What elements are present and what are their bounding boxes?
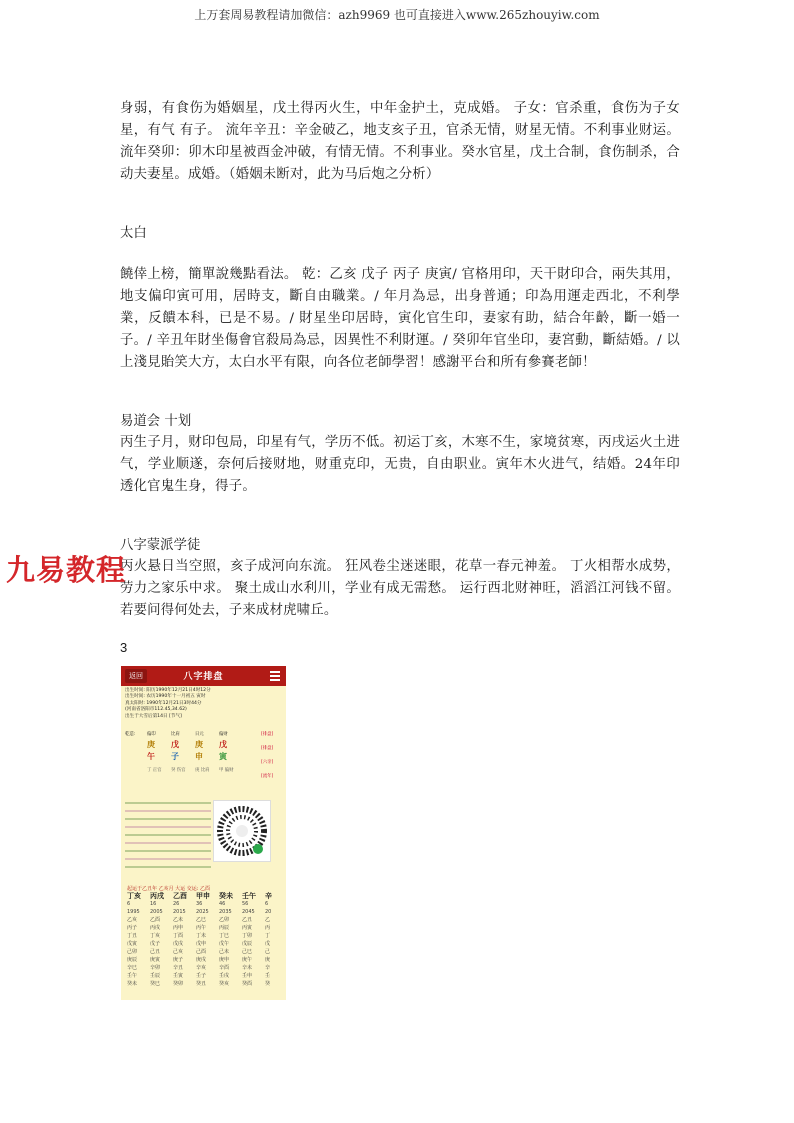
- dayun-cell: 壬子: [196, 973, 207, 979]
- dayun-cell: 壬午: [127, 973, 138, 979]
- dayun-cell: 2045: [242, 909, 255, 915]
- dayun-cell: 癸未: [219, 892, 233, 900]
- dayun-cell: 20: [265, 909, 272, 915]
- qr-code: [213, 800, 271, 862]
- dayun-cell: 乙巳: [196, 917, 207, 923]
- dayun-cell: 丙戌: [150, 892, 164, 900]
- section2-title: 太白: [120, 226, 147, 241]
- dayun-row: [127, 900, 286, 908]
- dayun-cell: 辛未: [242, 965, 253, 971]
- pillar-canggan: 庚 比肩: [195, 768, 210, 773]
- detail-row: [125, 858, 211, 860]
- dayun-cell: 壬辰: [150, 973, 161, 979]
- dayun-cell: 2035: [219, 909, 232, 915]
- dayun-cell: 癸: [265, 981, 271, 987]
- pillar-canggan: 甲 偏财: [219, 768, 234, 773]
- dayun-cell: 戊辰: [242, 941, 253, 947]
- dayun-row: [127, 964, 286, 972]
- dayun-cell: 丁丑: [127, 933, 138, 939]
- pillar-canggan: 癸 伤官: [171, 768, 186, 773]
- dayun-cell: 己酉: [196, 949, 207, 955]
- dayun-cell: 丁酉: [173, 933, 184, 939]
- figure-number: 3: [120, 640, 128, 655]
- dayun-cell: 庚子: [173, 957, 184, 963]
- dayun-cell: 癸丑: [196, 981, 207, 987]
- dayun-cell: 乙卯: [219, 917, 230, 923]
- dayun-cell: 辛酉: [219, 965, 230, 971]
- app-title: 八字排盘: [183, 672, 224, 682]
- dayun-cell: 辛丑: [173, 965, 184, 971]
- dayun-cell: 己未: [219, 949, 230, 955]
- dayun-cell: 丙申: [173, 925, 184, 931]
- dayun-cell: 戊: [265, 941, 271, 947]
- dayun-row: [127, 892, 286, 900]
- dayun-cell: 庚: [265, 957, 271, 963]
- dayun-cell: 乙酉: [150, 917, 161, 923]
- dayun-cell: 癸卯: [173, 981, 184, 987]
- section4-title: 八字蒙派学徒: [120, 538, 201, 553]
- pillar-tiangan: 庚: [147, 740, 155, 749]
- dayun-cell: 壬申: [242, 973, 253, 979]
- dayun-cell: 6: [127, 901, 131, 907]
- birth-info-line: 出生时间: 阳历1990年12月21日4时12分: [125, 688, 211, 693]
- pillar-dizhi: 午: [147, 752, 155, 761]
- dayun-cell: 2015: [173, 909, 186, 915]
- dayun-cell: 乙丑: [242, 917, 253, 923]
- pillar-tiangan: 庚: [195, 740, 203, 749]
- dayun-cell: 戊子: [150, 941, 161, 947]
- pillar-shishen: 日元: [195, 732, 204, 737]
- dayun-cell: 丁亥: [150, 933, 161, 939]
- menu-icon[interactable]: [270, 671, 280, 681]
- page-header: 上万套周易教程请加微信：azh9969 也可直接进入www.265zhouyiw.com: [194, 8, 600, 22]
- dayun-row: [127, 980, 286, 988]
- dayun-row: [127, 956, 286, 964]
- dayun-cell: 庚辰: [127, 957, 138, 963]
- dayun-cell: 壬寅: [173, 973, 184, 979]
- dayun-note: 起运于乙丑年 乙亥月 大运 交运: 乙酉: [127, 886, 211, 892]
- dayun-cell: 6: [265, 901, 269, 907]
- dayun-cell: 1995: [127, 909, 140, 915]
- dayun-cell: 己亥: [173, 949, 184, 955]
- dayun-cell: 辛卯: [150, 965, 161, 971]
- side-link[interactable]: [流年]: [261, 774, 274, 779]
- dayun-cell: 甲申: [196, 892, 210, 900]
- qian-label: 乾造:: [125, 732, 136, 737]
- dayun-cell: 丁亥: [127, 892, 141, 900]
- dayun-cell: 丙辰: [219, 925, 230, 931]
- dayun-row: [127, 916, 286, 924]
- detail-row: [125, 826, 211, 828]
- detail-row: [125, 850, 211, 852]
- pillar-dizhi: 寅: [219, 752, 227, 761]
- detail-row: [125, 834, 211, 836]
- dayun-cell: 辛巳: [127, 965, 138, 971]
- section2-body: 饒倖上榜，簡單說幾點看法。 乾：乙亥 戊子 丙子 庚寅/ 官格用印，天干財印合，兩失其用，地支偏印寅可用，居時支，斷自由職業。/ 年月為忌，出身普通；印為用運走西北，不利學業，反饋本科，已是不易。/ 財星坐印居時，寅化官生印，妻家有助，結合年齡，斷一婚一子。/ 辛丑年財坐傷會官殺局為忌，因異性不利財運。/ 癸卯年官坐印，妻宮動，斷結婚。/ 以上淺見貽笑大方，太白水平有限，向各位老師學習！感謝平台和所有參賽老師！: [120, 267, 680, 370]
- detail-row: [125, 842, 211, 844]
- pillar-dizhi: 申: [195, 752, 203, 761]
- dayun-cell: 己巳: [242, 949, 253, 955]
- birth-info-line: (河南省洛阳市112.45,34.62): [125, 707, 187, 713]
- detail-row: [125, 866, 211, 868]
- dayun-cell: 26: [173, 901, 180, 907]
- pillar-shishen: 比肩: [171, 732, 180, 737]
- dayun-cell: 2005: [150, 909, 163, 915]
- pillar-tiangan: 戊: [171, 740, 179, 749]
- dayun-row: [127, 924, 286, 932]
- dayun-cell: 戊戌: [173, 941, 184, 947]
- detail-row: [125, 810, 211, 812]
- dayun-cell: 丙寅: [242, 925, 253, 931]
- dayun-cell: 丁: [265, 933, 271, 939]
- dayun-cell: 己: [265, 949, 271, 955]
- dayun-row: [127, 972, 286, 980]
- dayun-cell: 庚寅: [150, 957, 161, 963]
- section1-body: 身弱，有食伤为婚姻星，戊土得丙火生，中年金护土，克成婚。 子女：官杀重，食伤为子女星，有气 有子。 流年辛丑：辛金破乙，地支亥子丑，官杀无情，财星无情。不利事业财运。 流年癸卯：卯木印星被酉金冲破，有情无情。不利事业。癸水官星，戊土合制，食伤制杀，合动夫妻星。成婚。（婚姻未断对，此为马后炮之分析）: [120, 101, 680, 182]
- watermark-logo: 九易教程: [6, 553, 127, 587]
- dayun-cell: 36: [196, 901, 203, 907]
- dayun-table: [127, 885, 286, 988]
- app-titlebar: [121, 666, 286, 686]
- dayun-cell: 己丑: [150, 949, 161, 955]
- pillar-shishen: 偏印: [147, 732, 156, 737]
- dayun-cell: 辛: [265, 965, 271, 971]
- dayun-cell: 辛: [265, 892, 272, 900]
- dayun-row: [127, 932, 286, 940]
- dayun-cell: 丁卯: [242, 933, 253, 939]
- birth-info-line: 出生于大雪后第14日 [节气]: [125, 713, 182, 719]
- dayun-cell: 癸酉: [242, 981, 253, 987]
- dayun-cell: 16: [150, 901, 157, 907]
- pillar-dizhi: 子: [171, 752, 179, 761]
- dayun-cell: 辛亥: [196, 965, 207, 971]
- dayun-cell: 壬戌: [219, 973, 230, 979]
- dayun-cell: 乙未: [173, 917, 184, 923]
- pillar-shishen: 偏财: [219, 732, 228, 737]
- dayun-cell: 戊午: [219, 941, 230, 947]
- dayun-cell: 丁未: [196, 933, 207, 939]
- dayun-cell: 己卯: [127, 949, 138, 955]
- dayun-cell: 丙午: [196, 925, 207, 931]
- dayun-cell: 癸亥: [219, 981, 230, 987]
- dayun-cell: 56: [242, 901, 249, 907]
- dayun-cell: 46: [219, 901, 226, 907]
- birth-info-line: 真太阳时: 1990年12月21日3时44分: [125, 700, 202, 706]
- pillar-canggan: 丁 正官: [147, 768, 162, 773]
- dayun-cell: 丙: [265, 925, 271, 931]
- section3-body: 丙生子月，财印包局，印星有气，学历不低。初运丁亥，木寒不生，家境贫寒，丙戌运火土进气，学业顺遂，奈何后接财地，财重克印，无贵，自由职业。寅年木火进气，结婚。24年印透化官鬼生身，得子。: [120, 435, 680, 494]
- dayun-cell: 2025: [196, 909, 209, 915]
- dayun-cell: 癸巳: [150, 981, 161, 987]
- dayun-cell: 乙亥: [127, 917, 138, 923]
- dayun-cell: 壬午: [242, 892, 256, 900]
- section3-title: 易道会 十划: [120, 414, 192, 429]
- side-link[interactable]: [六亲]: [261, 760, 274, 765]
- dayun-cell: 丙戌: [150, 925, 161, 931]
- side-link[interactable]: [排盘]: [261, 732, 274, 737]
- detail-row: [125, 818, 211, 820]
- section4-body: 丙火悬日当空照，亥子成河向东流。 狂风卷尘迷迷眼，花草一春元神羞。 丁火相帮水成势，劳力之家乐中求。 聚土成山水利川，学业有成无需愁。 运行西北财神旺，滔滔江河钱不留。若要问得何处去，子来成材虎啸丘。: [120, 559, 680, 618]
- dayun-cell: 庚申: [219, 957, 230, 963]
- back-button[interactable]: 返回: [125, 669, 147, 683]
- dayun-cell: 庚午: [242, 957, 253, 963]
- dayun-cell: 乙: [265, 917, 271, 923]
- dayun-row: [127, 908, 286, 916]
- side-link[interactable]: [排盘]: [261, 746, 274, 751]
- dayun-row: [127, 948, 286, 956]
- pillar-tiangan: 戊: [219, 740, 227, 749]
- dayun-cell: 丁巳: [219, 933, 230, 939]
- dayun-cell: 戊申: [196, 941, 207, 947]
- birth-info: [121, 686, 286, 720]
- bazi-app-screenshot: [121, 666, 286, 1000]
- detail-row: [125, 802, 211, 804]
- dayun-cell: 丙子: [127, 925, 138, 931]
- dayun-cell: 乙酉: [173, 892, 187, 900]
- dayun-cell: 壬: [265, 973, 271, 979]
- dayun-row: [127, 940, 286, 948]
- birth-info-line: 出生时间: 农历1990年十一月初五 寅时: [125, 694, 206, 700]
- dayun-cell: 癸未: [127, 981, 138, 987]
- dayun-cell: 庚戌: [196, 957, 207, 963]
- dayun-cell: 戊寅: [127, 941, 138, 947]
